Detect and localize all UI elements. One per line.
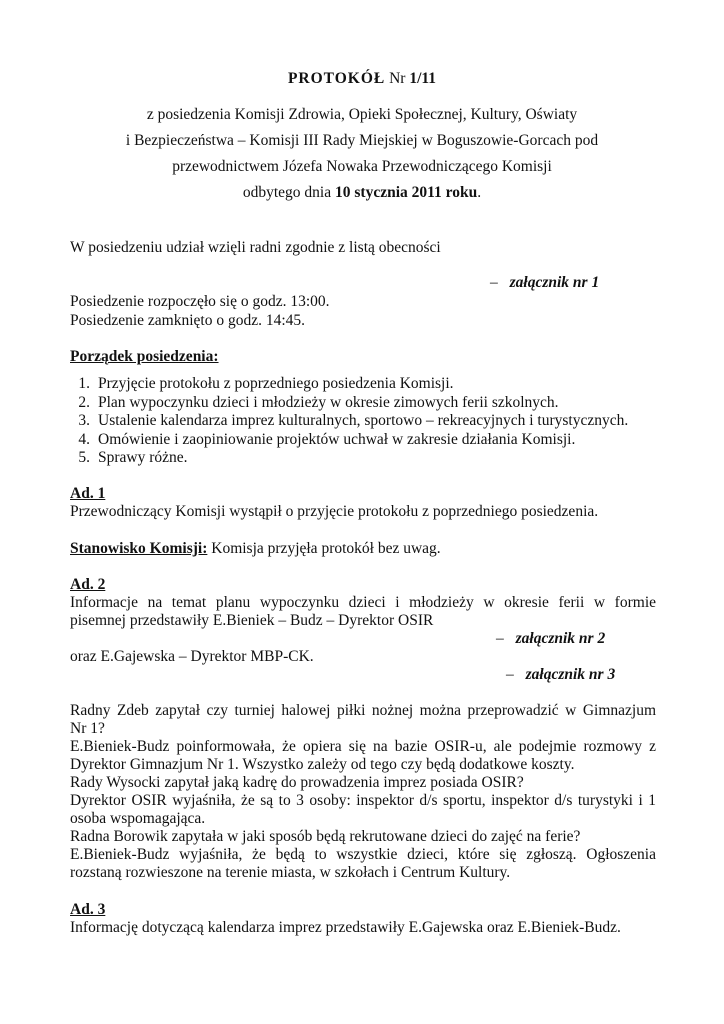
agenda-item-text: Sprawy różne. — [98, 449, 188, 466]
date-suffix: . — [477, 184, 482, 201]
agenda-item-number: 3. — [78, 412, 90, 429]
ad2-line: E.Bieniek-Budz wyjaśniła, że będą to wszystkie dzieci, które się zgłoszą. Ogłoszenia — [70, 846, 656, 863]
stance-text: Komisja przyjęła protokół bez uwag. — [207, 540, 441, 557]
document-title — [0, 69, 724, 88]
header-line-4 — [0, 183, 724, 202]
attachment-1 — [490, 273, 599, 292]
attachment-dash: – — [496, 630, 504, 647]
attachment-dash: – — [506, 666, 514, 683]
ad2-line: Radny Zdeb zapytał czy turniej halowej piłki nożnej można przeprowadzić w Gimnazjum — [70, 702, 656, 719]
ad2-line: Radna Borowik zapytała w jaki sposób będą rekrutowane dzieci do zajęć na ferie? — [70, 828, 581, 845]
ad1-text: Przewodniczący Komisji wystąpił o przyjęcie protokołu z poprzedniego posiedzenia. — [70, 503, 599, 520]
stance-label: Stanowisko Komisji: — [70, 540, 208, 557]
meeting-end: Posiedzenie zamknięto o godz. 14:45. — [70, 312, 306, 329]
ad2-line: E.Bieniek-Budz poinformowała, że opiera się na bazie OSIR-u, ale podejmie rozmowy z — [70, 738, 656, 755]
ad2-line: pisemnej przedstawiły E.Bieniek – Budz – Dyrektor OSIR — [70, 612, 434, 629]
attachment-3-label: załącznik nr 3 — [525, 666, 616, 683]
agenda-item-number: 4. — [78, 431, 90, 448]
title-nr: Nr — [389, 70, 406, 87]
ad2-line: osoba wspomagająca. — [70, 810, 206, 827]
ad2-line: Dyrektor Gimnazjum Nr 1. Wszystko zależy od tego czy będą dodatkowe koszty. — [70, 756, 575, 773]
agenda-heading: Porządek posiedzenia: — [70, 348, 219, 365]
ad2-heading: Ad. 2 — [70, 576, 106, 593]
ad1-stance — [70, 539, 441, 558]
title-protokol: PROTOKÓŁ — [287, 70, 386, 87]
ad2-line: Informacje na temat planu wypoczynku dzieci i młodzieży w okresie ferii w formie — [70, 594, 656, 611]
title-number: 1/11 — [409, 70, 437, 87]
agenda-item-text: Plan wypoczynku dzieci i młodzieży w okresie zimowych ferii szkolnych. — [98, 394, 559, 411]
ad2-line: Rady Wysocki zapytał jaką kadrę do prowadzenia imprez posiada OSIR? — [70, 774, 524, 791]
header-line-1: z posiedzenia Komisji Zdrowia, Opieki Społecznej, Kultury, Oświaty — [146, 106, 578, 123]
ad1-heading: Ad. 1 — [70, 485, 106, 502]
meeting-start: Posiedzenie rozpoczęło się o godz. 13:00. — [70, 293, 330, 310]
attachment-2-label: załącznik nr 2 — [515, 630, 606, 647]
attachment-3 — [506, 665, 615, 684]
agenda-item — [70, 430, 575, 449]
agenda-item — [70, 448, 188, 467]
header-line-2: i Bezpieczeństwa – Komisji III Rady Miejskiej w Boguszowie-Gorcach pod — [125, 132, 599, 149]
agenda-item — [70, 411, 628, 430]
agenda-item-text: Omówienie i zaopiniowanie projektów uchwał w zakresie działania Komisji. — [98, 431, 576, 448]
ad3-text: Informację dotyczącą kalendarza imprez przedstawiły E.Gajewska oraz E.Bieniek-Budz. — [70, 919, 621, 936]
attendance-text: W posiedzeniu udział wzięli radni zgodnie z listą obecności — [70, 239, 441, 256]
ad2-line: oraz E.Gajewska – Dyrektor MBP-CK. — [70, 648, 314, 665]
agenda-item — [70, 393, 559, 412]
ad2-line: rozstaną rozwieszone na terenie miasta, w szkołach i Centrum Kultury. — [70, 864, 511, 881]
attachment-2 — [496, 629, 605, 648]
agenda-item-text: Przyjęcie protokołu z poprzedniego posiedzenia Komisji. — [98, 375, 454, 392]
ad2-line: Dyrektor OSIR wyjaśniła, że są to 3 osoby: inspektor d/s sportu, inspektor d/s turystyki i 1 — [70, 792, 656, 809]
date-prefix: odbytego dnia — [242, 184, 335, 201]
ad2-line: Nr 1? — [70, 720, 105, 737]
attachment-dash: – — [490, 274, 498, 291]
agenda-item-number: 5. — [78, 449, 90, 466]
agenda-item-number: 2. — [78, 394, 90, 411]
ad3-heading: Ad. 3 — [70, 901, 106, 918]
agenda-item-number: 1. — [78, 375, 90, 392]
header-line-3: przewodnictwem Józefa Nowaka Przewodniczącego Komisji — [172, 158, 552, 175]
attachment-1-label: załącznik nr 1 — [509, 274, 600, 291]
agenda-item-text: Ustalenie kalendarza imprez kulturalnych, sportowo – rekreacyjnych i turystycznych. — [98, 412, 629, 429]
meeting-date: 10 stycznia 2011 roku — [335, 184, 478, 201]
agenda-item — [70, 374, 454, 393]
